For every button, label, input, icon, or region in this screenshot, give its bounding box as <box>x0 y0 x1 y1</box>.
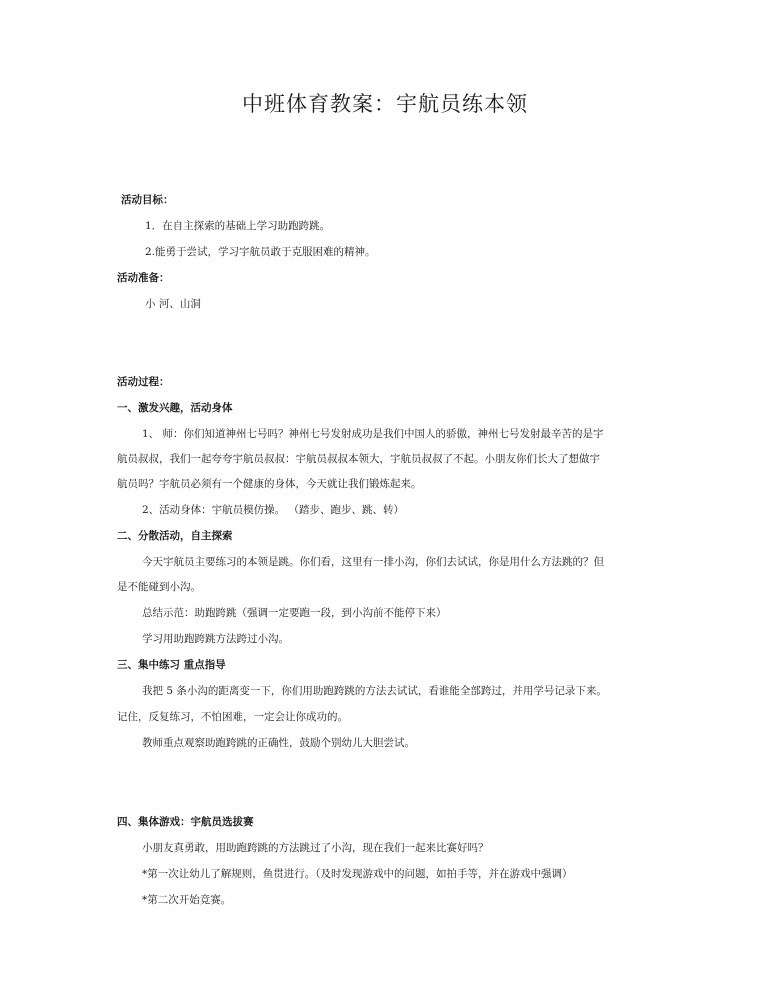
section-3-observation: 教师重点观察助跑跨跳的正确性，鼓励个别幼儿大胆尝试。 <box>142 737 415 749</box>
section-2-summary: 总结示范：助跑跨跳（强调一定要跑一段，到小沟前不能停下来） <box>142 607 447 619</box>
section-2-heading: 二、分散活动，自主探索 <box>117 530 233 542</box>
prep-heading: 活动准备： <box>117 272 170 284</box>
section-1-exercise: 2、活动身体：宇航员模仿操。 （踏步、跑步、跳、转） <box>142 504 405 516</box>
goals-heading: 活动目标： <box>121 194 174 206</box>
section-4-heading: 四、集体游戏：宇航员选拔赛 <box>117 816 254 828</box>
section-1-paragraph-line: 航员吗？宇航员必须有一个健康的身体，今天就让我们锻炼起来。 <box>117 478 422 490</box>
section-3-paragraph-line: 我把 5 条小沟的距离变一下，你们用助跑跨跳的方法去试试，看谁能全部跨过，并用学号记录下来。 <box>142 685 607 697</box>
process-heading: 活动过程： <box>117 376 170 388</box>
section-2-paragraph-line: 是不能碰到小沟。 <box>117 581 201 593</box>
section-2-paragraph-line: 今天宇航员主要练习的本领是跳。你们看，这里有一排小沟，你们去试试，你是用什么方法跳的？但 <box>142 556 604 568</box>
page-title: 中班体育教案：宇航员练本领 <box>242 92 528 116</box>
goal-item-2: 2.能勇于尝试，学习宇航员敢于克服困难的精神。 <box>145 246 376 258</box>
section-4-round-1: *第一次让幼儿了解规则，鱼贯进行。（及时发现游戏中的问题，如拍手等，并在游戏中强调） <box>142 868 573 880</box>
section-2-practice: 学习用助跑跨跳方法跨过小沟。 <box>142 633 289 645</box>
section-1-heading: 一、激发兴趣，活动身体 <box>117 402 233 414</box>
section-1-paragraph-line: 1、 师：你们知道神州七号吗？神州七号发射成功是我们中国人的骄傲，神州七号发射最辛苦的是宇 <box>142 428 604 440</box>
section-1-paragraph-line: 航员叔叔，我们一起夸夸宇航员叔叔：宇航员叔叔本领大，宇航员叔叔了不起。小朋友你们长大了想做宇 <box>117 453 600 465</box>
section-4-round-2: *第二次开始竞赛。 <box>142 894 232 906</box>
section-3-heading: 三、集中练习 重点指导 <box>117 659 226 671</box>
prep-text: 小 河、山洞 <box>145 298 201 310</box>
section-3-paragraph-line: 记住，反复练习，不怕困难，一定会让你成功的。 <box>117 711 348 723</box>
goal-item-1: 1．在自主探索的基础上学习助跑跨跳。 <box>145 220 331 232</box>
section-4-intro: 小朋友真勇敢，用助跑跨跳的方法跳过了小沟，现在我们一起来比赛好吗？ <box>142 842 489 854</box>
